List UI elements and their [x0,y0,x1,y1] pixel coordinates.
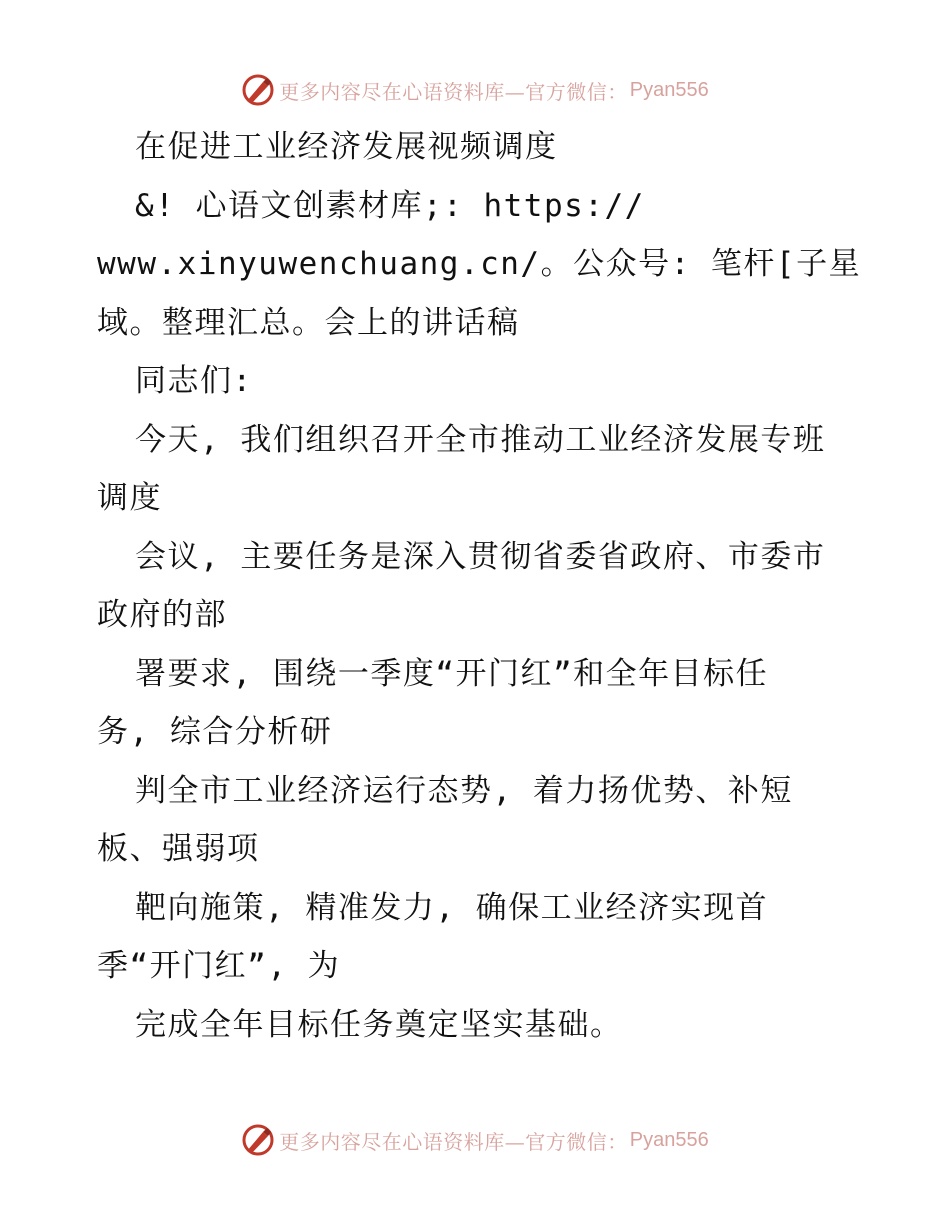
footer-watermark-banner [0,1118,950,1162]
text-line: 判全市工业经济运行态势, 着力扬优势、补短 [135,772,793,809]
watermark-text: 更多内容尽在心语资料库—官方微信： [279,79,628,104]
text-line: 板、强弱项 [97,831,260,867]
text-line: 务, 综合分析研 [97,714,333,750]
document-body [97,118,867,1054]
text-line: 同志们: [135,363,253,399]
text-line: 今天, 我们组织召开全市推动工业经济发展专班 [135,421,826,458]
text-line: www.xinyuwenchuang.cn/。公众号: 笔杆[子星 [97,246,862,282]
watermark-text: 更多内容尽在心语资料库—官方微信： [279,1129,628,1154]
text-line: 政府的部 [97,597,227,633]
text-line: 季“开门红”, 为 [97,948,341,984]
text-line: 完成全年目标任务奠定坚实基础。 [135,1006,623,1043]
text-line: 域。整理汇总。会上的讲话稿 [97,304,520,341]
pen-logo-icon [241,73,275,107]
pen-logo-icon [241,1123,275,1157]
watermark-wechat-id: Pyan556 [629,1128,709,1151]
header-watermark-banner [0,68,950,112]
text-line: 调度 [97,480,162,516]
text-line: 在促进工业经济发展视频调度 [135,129,558,165]
text-line: 会议, 主要任务是深入贯彻省委省政府、市委市 [135,538,826,575]
text-line: 署要求, 围绕一季度“开门红”和全年目标任 [135,655,769,692]
text-line: 靶向施策, 精准发力, 确保工业经济实现首 [135,889,769,926]
watermark-wechat-id: Pyan556 [629,78,709,101]
text-line: &! 心语文创素材库;: https:// [135,187,645,224]
